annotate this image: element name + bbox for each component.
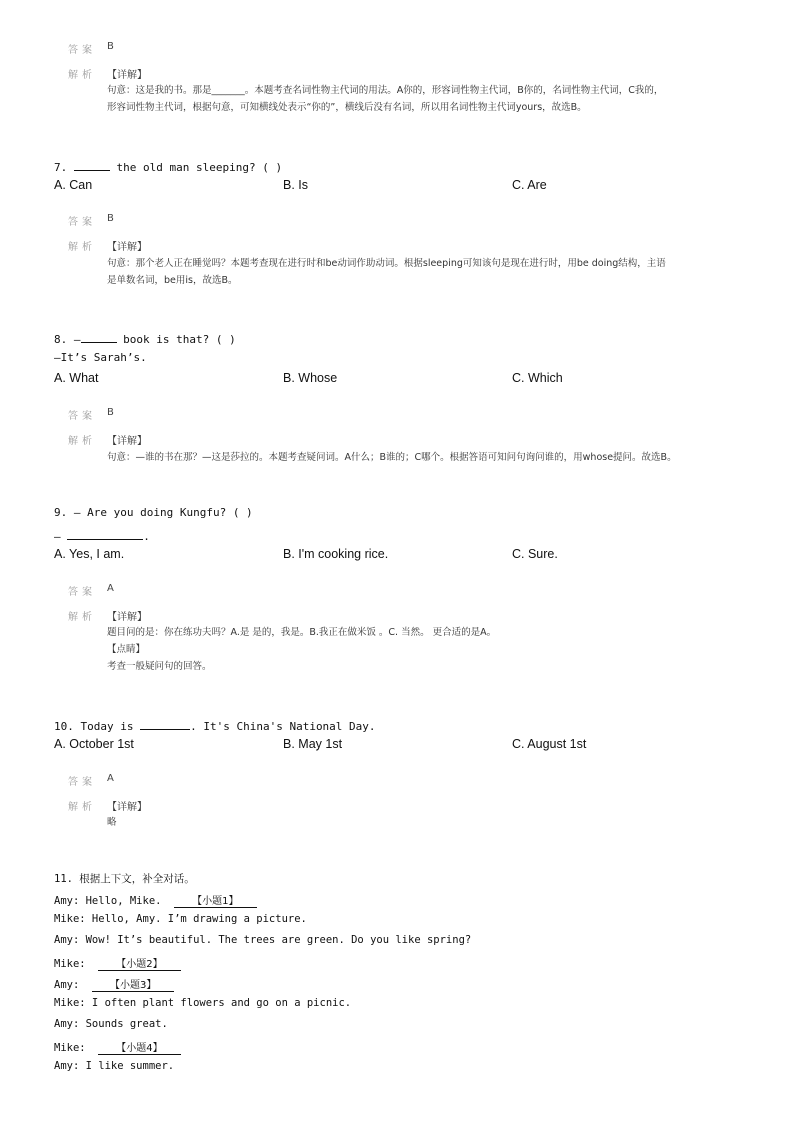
question-9-reply: — . <box>54 527 150 543</box>
question-9: 9. — Are you doing Kungfu? ( ) <box>54 506 253 519</box>
option-c[interactable]: C. August 1st <box>512 737 587 751</box>
explanation-text: 句意：—谁的书在那？—这是莎拉的。本题考查疑问词。A什么；B谁的；C哪个。根据答语可知问句询问谁的，用whose提问。故选B。 <box>107 452 677 463</box>
explanation-text: 句意：这是我的书。那是_______。本题考查名词性物主代词的用法。A你的，形容词性物主代词，B你的，名词性物主代词，C我的， 形容词性物主代词，根据句意，可知横线处表示“你的”，横线后没有名词，所以用名词性物主代词yours，故选B。 <box>107 85 664 113</box>
question-11-title: 11. 根据上下文，补全对话。 <box>54 873 195 885</box>
detail-label: 【详解】 <box>107 436 147 447</box>
dialogue-line: Amy: Wow! It’s beautiful. The trees are green. Do you like spring? <box>54 934 472 946</box>
question-10: 10. Today is . It's China's National Day. <box>54 717 376 733</box>
answer-blank[interactable] <box>74 158 110 171</box>
answer-label: 答案 <box>68 587 96 598</box>
analysis-label: 解析 <box>68 242 96 253</box>
dialogue-line: Mike: I often plant flowers and go on a picnic. <box>54 997 352 1009</box>
answer-value: A <box>107 773 114 784</box>
explanation-text: 题目问的是：你在练功夫吗？A.是 是的，我是。B.我正在做米饭 。C. 当然。 更合适的是A。 【点睛】 考查一般疑问句的回答。 <box>107 624 727 675</box>
dialogue-line: Mike: 【小题4】 <box>54 1039 181 1055</box>
answer-blank[interactable] <box>67 527 143 540</box>
answer-label: 答案 <box>68 217 96 228</box>
dialogue-line: Mike: 【小题2】 <box>54 955 181 971</box>
explanation-text: 略 <box>107 817 117 828</box>
sub-question-blank[interactable]: 【小题3】 <box>92 976 174 992</box>
dialogue-line: Amy: Sounds great. <box>54 1018 168 1030</box>
detail-label: 【详解】 <box>107 612 147 623</box>
option-c[interactable]: C. Are <box>512 178 547 192</box>
dialogue-line: Amy: 【小题3】 <box>54 976 174 992</box>
option-c[interactable]: C. Sure. <box>512 547 558 561</box>
detail-label: 【详解】 <box>107 70 147 81</box>
sub-question-blank[interactable]: 【小题2】 <box>98 955 180 971</box>
option-c[interactable]: C. Which <box>512 371 563 385</box>
dialogue-line: Mike: Hello, Amy. I’m drawing a picture. <box>54 913 307 925</box>
answer-blank[interactable] <box>140 717 190 730</box>
option-a[interactable]: A. What <box>54 371 99 385</box>
detail-label: 【详解】 <box>107 802 147 813</box>
dialogue-line: Amy: I like summer. <box>54 1060 175 1072</box>
option-a[interactable]: A. Can <box>54 178 93 192</box>
answer-label: 答案 <box>68 777 96 788</box>
option-b[interactable]: B. Whose <box>283 371 338 385</box>
analysis-label: 解析 <box>68 802 96 813</box>
answer-value: B <box>107 41 114 52</box>
explanation-text: 句意：那个老人正在睡觉吗？本题考查现在进行时和be动词作助动词。根据sleeping可知该句是现在进行时，用be doing结构，主语 是单数名词，be用is，故选B。 <box>107 258 666 286</box>
answer-blank[interactable] <box>81 330 117 343</box>
question-8: 8. — book is that? ( ) <box>54 330 236 346</box>
option-a[interactable]: A. Yes, I am. <box>54 547 125 561</box>
answer-label: 答案 <box>68 411 96 422</box>
analysis-label: 解析 <box>68 70 96 81</box>
option-b[interactable]: B. May 1st <box>283 737 343 751</box>
analysis-label: 解析 <box>68 612 96 623</box>
answer-value: A <box>107 583 114 594</box>
dianjing-label: 【点睛】 <box>107 644 146 655</box>
detail-label: 【详解】 <box>107 242 147 253</box>
question-8-reply: —It’s Sarah’s. <box>54 351 147 364</box>
option-b[interactable]: B. Is <box>283 178 309 192</box>
option-a[interactable]: A. October 1st <box>54 737 134 751</box>
question-7: 7. the old man sleeping? ( ) <box>54 158 282 174</box>
dialogue-line: Amy: Hello, Mike. 【小题1】 <box>54 892 257 908</box>
sub-question-blank[interactable]: 【小题1】 <box>174 892 256 908</box>
answer-label: 答案 <box>68 45 96 56</box>
sub-question-blank[interactable]: 【小题4】 <box>98 1039 180 1055</box>
answer-value: B <box>107 213 114 224</box>
option-b[interactable]: B. I'm cooking rice. <box>283 547 389 561</box>
analysis-label: 解析 <box>68 436 96 447</box>
answer-value: B <box>107 407 114 418</box>
